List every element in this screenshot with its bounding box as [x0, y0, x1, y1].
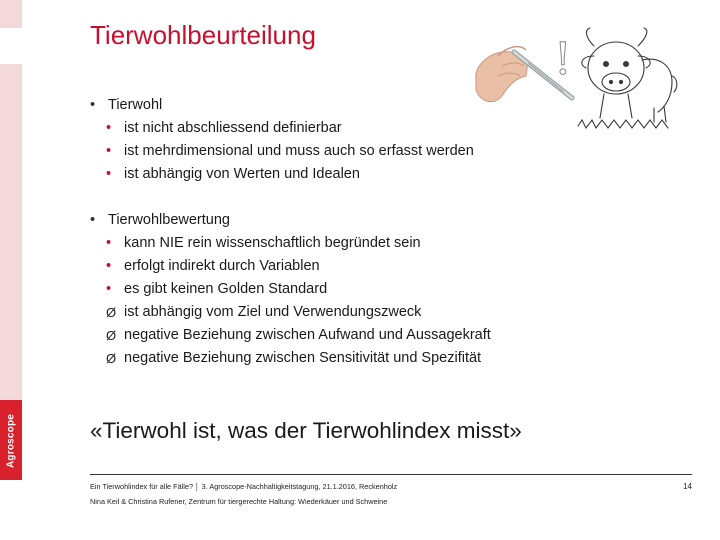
- list-item: [90, 232, 491, 255]
- list-item-text: negative Beziehung zwischen Sensitivität und Spezifität: [124, 350, 482, 366]
- list-heading-text: Tierwohl: [108, 97, 163, 113]
- footer-event-line: Ein Tierwohlindex für alle Fälle? │ 3. Agroscope-Nachhaltigkeitstagung, 21.1.2016, Reckenholz: [90, 482, 398, 491]
- list-item: [90, 347, 491, 370]
- thermometer-cow-illustration: [468, 16, 680, 140]
- list-item: [90, 278, 491, 301]
- list-item-text: erfolgt indirekt durch Variablen: [124, 258, 320, 274]
- key-quote: «Tierwohl ist, was der Tierwohlindex misst»: [90, 418, 522, 443]
- illustration-thermometer-cow: [468, 16, 680, 140]
- list-item-text: negative Beziehung zwischen Aufwand und Aussagekraft: [124, 327, 491, 343]
- sidebar-band: [0, 0, 22, 28]
- sidebar-band: [0, 480, 22, 540]
- list-item: [90, 255, 491, 278]
- agroscope-logo: Agroscope: [5, 413, 17, 469]
- list-item: • ist abhängig von Werten und Idealen: [106, 166, 360, 182]
- bullet-marker: •: [106, 235, 112, 251]
- list-heading: • Tierwohlbewertung: [90, 212, 230, 228]
- footer-authors-line: Nina Keil & Christina Rufener, Zentrum für tiergerechte Haltung: Wiederkäuer und Schweine: [90, 497, 388, 506]
- list-item-text: ist nicht abschliessend definierbar: [124, 120, 342, 136]
- list-item-text: ist abhängig von Werten und Idealen: [124, 166, 360, 182]
- bullet-marker: •: [106, 281, 112, 297]
- section-tierwohl: [90, 94, 474, 186]
- list-heading: • Tierwohl: [90, 97, 163, 113]
- exclamation-mark: !: [554, 34, 572, 85]
- list-item: • ist nicht abschliessend definierbar: [106, 120, 342, 136]
- footer-divider: [90, 474, 692, 475]
- arrow-bullet-marker: Ø: [106, 328, 117, 343]
- sidebar-band: [0, 28, 22, 64]
- slide-title: Tierwohlbeurteilung: [90, 20, 316, 50]
- brand-sidebar: [0, 0, 22, 540]
- bullet-marker: •: [106, 258, 112, 274]
- arrow-bullet-marker: Ø: [106, 305, 117, 320]
- page-number: 14: [683, 482, 692, 491]
- section-tierwohlbewertung: [90, 209, 491, 370]
- arrow-bullet-marker: Ø: [106, 351, 117, 366]
- list-item: • ist mehrdimensional und muss auch so erfasst werden: [106, 143, 474, 159]
- list-item: [90, 324, 491, 347]
- list-item: [90, 301, 491, 324]
- list-item-text: ist mehrdimensional und muss auch so erfasst werden: [124, 143, 474, 159]
- list-item-text: kann NIE rein wissenschaftlich begründet sein: [124, 235, 421, 251]
- list-item-text: es gibt keinen Golden Standard: [124, 281, 328, 297]
- list-item-text: ist abhängig vom Ziel und Verwendungszweck: [124, 304, 422, 320]
- list-heading-text: Tierwohlbewertung: [108, 212, 230, 228]
- cow-sketch-icon: [578, 28, 677, 128]
